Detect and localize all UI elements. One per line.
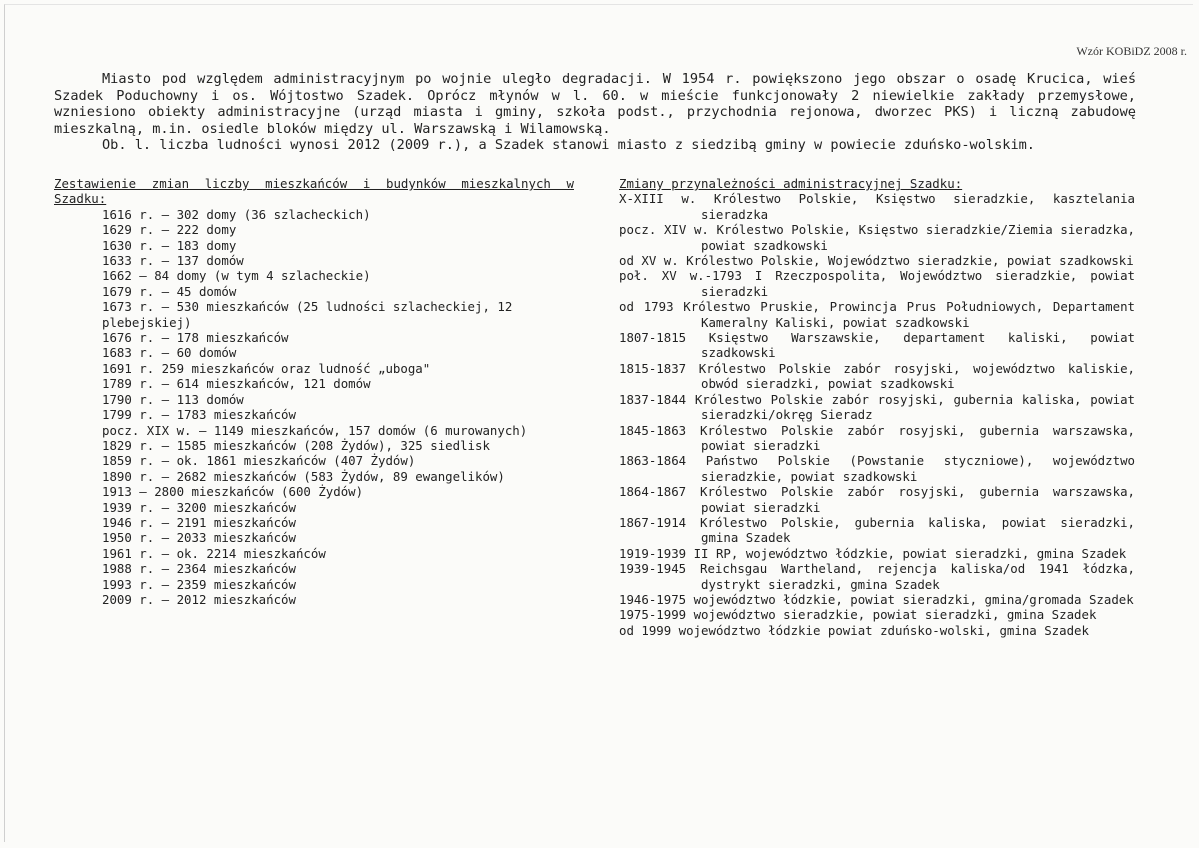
population-heading: Zestawienie zmian liczby mieszkańców i budynków mieszkalnych w Szadku: [54, 176, 574, 207]
list-item: 1864-1867 Królestwo Polskie zabór rosyjski, gubernia warszawska, powiat sieradzki [619, 484, 1135, 515]
list-item: 1679 r. – 45 domów [102, 283, 237, 299]
list-item: 1799 r. – 1783 mieszkańców [102, 407, 296, 423]
list-item: 1988 r. – 2364 mieszkańców [102, 561, 296, 577]
list-item: pocz. XIX w. – 1149 mieszkańców, 157 domów (6 murowanych) [102, 422, 528, 438]
list-item: 1691 r. 259 mieszkańców oraz ludność „uboga" [102, 360, 431, 376]
list-item: 1845-1863 Królestwo Polskie zabór rosyjski, gubernia warszawska, powiat sieradzki [619, 422, 1135, 453]
list-item: 1867-1914 Królestwo Polskie, gubernia kaliska, powiat sieradzki, gmina Szadek [619, 514, 1135, 546]
list-item: 1993 r. – 2359 mieszkańców [102, 576, 296, 592]
list-item: 1807-1815 Księstwo Warszawskie, departament kaliski, powiat szadkowski [619, 330, 1135, 361]
list-item: 1939 r. – 3200 mieszkańców [102, 499, 296, 515]
list-item: od XV w. Królestwo Polskie, Województwo sieradzkie, powiat szadkowski [619, 253, 1134, 269]
list-item: 1789 r. – 614 mieszkańców, 121 domów [102, 376, 371, 392]
list-item: 1913 – 2800 mieszkańców (600 Żydów) [102, 484, 364, 500]
list-item: 1859 r. – ok. 1861 mieszkańców (407 Żydów) [102, 453, 416, 469]
list-item: 1629 r. – 222 domy [102, 222, 237, 238]
list-item: 1676 r. – 178 mieszkańców [102, 330, 289, 346]
list-item: 1815-1837 Królestwo Polskie zabór rosyjski, województwo kaliskie, obwód sieradzki, powiat szadkowski [619, 360, 1135, 392]
list-item: 1790 r. – 113 domów [102, 391, 244, 407]
list-item: od 1999 województwo łódzkie powiat zduńsko-wolski, gmina Szadek [619, 622, 1089, 638]
list-item: 1946-1975 województwo łódzkie, powiat sieradzki, gmina/gromada Szadek [619, 591, 1134, 607]
administration-heading: Zmiany przynależności administracyjnej Szadku: [619, 176, 963, 191]
administration-section [619, 176, 1135, 638]
list-item: 1673 r. – 530 mieszkańców (25 ludności szlacheckiej, 12 plebejskiej) [102, 299, 513, 330]
list-item: 1939-1945 Reichsgau Wartheland, rejencja kaliska/od 1941 łódzka, dystrykt sieradzki, gmina Szadek [619, 561, 1135, 592]
list-item: 1837-1844 Królestwo Polskie zabór rosyjski, gubernia kaliska, powiat sieradzki/okręg Sieradz [619, 391, 1135, 423]
intro-paragraph-1: Miasto pod względem administracyjnym po wojnie uległo degradacji. W 1954 r. powiększono jego obszar o osadę Krucica, wieś Szadek Poduchowny i os. Wójtostwo Szadek. Oprócz młynów w l. 60. w mieście funkcjonowały 2 niewielkie zakłady przemysłowe, wzniesiono obiekty administracyjne (urząd miasta i gminy, szkoła podst., przychodnia rejonowa, dworzec PKS) i liczną zabudowę mieszkalną, m.in. osiedle bloków między ul. Warszawską i Wilamowską. [54, 71, 1136, 137]
list-item: poł. XV w.-1793 I Rzeczpospolita, Województwo sieradzkie, powiat sieradzki [619, 268, 1135, 299]
population-section [54, 176, 574, 607]
list-item: pocz. XIV w. Królestwo Polskie, Księstwo sieradzkie/Ziemia sieradzka, powiat szadkowski [619, 222, 1135, 253]
list-item: 1946 r. – 2191 mieszkańców [102, 514, 296, 530]
list-item: od 1793 Królestwo Pruskie, Prowincja Prus Południowych, Departament Kameralny Kaliski, powiat szadkowski [619, 299, 1135, 330]
list-item: 1863-1864 Państwo Polskie (Powstanie styczniowe), województwo sieradzkie, powiat szadkowski [619, 453, 1135, 484]
administration-list [619, 191, 1135, 638]
list-item: 1919-1939 II RP, województwo łódzkie, powiat sieradzki, gmina Szadek [619, 545, 1127, 561]
list-item: 1633 r. – 137 domów [102, 253, 244, 269]
list-item: 1950 r. – 2033 mieszkańców [102, 530, 296, 546]
list-item: 1683 r. – 60 domów [102, 345, 237, 361]
list-item: 2009 r. – 2012 mieszkańców [102, 591, 296, 607]
population-list [54, 207, 574, 608]
list-item: 1829 r. – 1585 mieszkańców (208 Żydów), 325 siedlisk [102, 437, 490, 453]
form-stamp: Wzór KOBiDZ 2008 r. [1076, 44, 1187, 58]
list-item: 1630 r. – 183 domy [102, 237, 237, 253]
list-item: 1975-1999 województwo sieradzkie, powiat sieradzki, gmina Szadek [619, 607, 1097, 623]
list-item: 1616 r. – 302 domy (36 szlacheckich) [102, 206, 371, 222]
intro-text [54, 71, 1136, 154]
list-item: X-XIII w. Królestwo Polskie, Księstwo sieradzkie, kasztelania sieradzka [619, 191, 1135, 222]
list-item: 1961 r. – ok. 2214 mieszkańców [102, 545, 326, 561]
list-item: 1662 – 84 domy (w tym 4 szlacheckie) [102, 268, 371, 284]
list-item: 1890 r. – 2682 mieszkańców (583 Żydów, 89 ewangelików) [102, 468, 505, 484]
intro-paragraph-2: Ob. l. liczba ludności wynosi 2012 (2009 r.), a Szadek stanowi miasto z siedzibą gminy w powiecie zduńsko-wolskim. [102, 137, 1035, 153]
